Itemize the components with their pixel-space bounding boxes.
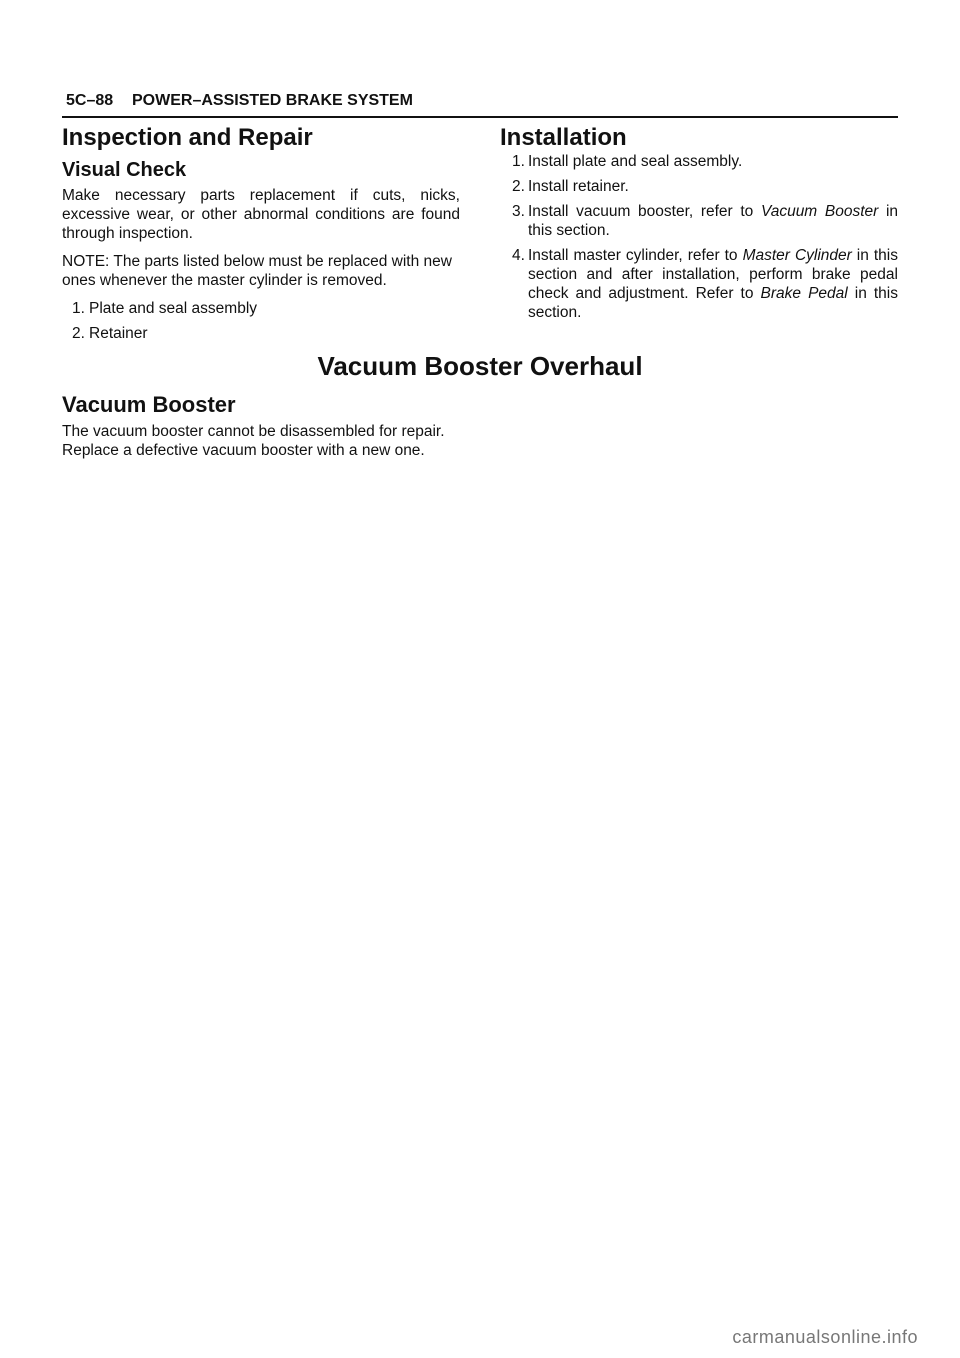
- page-header: [62, 90, 898, 118]
- page-number: 5C–88: [66, 92, 114, 109]
- installation-heading: Installation: [500, 124, 627, 151]
- step-text: Install vacuum booster, refer to: [528, 203, 761, 220]
- list-item: [500, 246, 898, 322]
- step-number: 3.: [512, 203, 525, 220]
- item-text: Plate and seal assembly: [89, 300, 258, 317]
- list-item: [500, 177, 898, 196]
- inspection-column: [62, 124, 460, 349]
- item-number: 2.: [72, 325, 85, 342]
- cross-reference-vacuum-booster: Vacuum Booster: [760, 203, 879, 220]
- vacuum-booster-heading: Vacuum Booster: [62, 392, 236, 417]
- cross-reference-master-cylinder: Master Cylinder: [742, 247, 852, 264]
- list-item: [500, 202, 898, 240]
- item-text: Retainer: [89, 325, 148, 342]
- watermark: carmanualsonline.info: [732, 1327, 918, 1347]
- visual-check-paragraph: Make necessary parts replacement if cuts, nicks, excessive wear, or other abnormal conditions are found through inspection.: [62, 187, 460, 242]
- cross-reference-brake-pedal: Brake Pedal: [760, 285, 848, 302]
- replacement-note: NOTE: The parts listed below must be replaced with new ones whenever the master cylinder is removed.: [62, 253, 452, 289]
- section-title: POWER–ASSISTED BRAKE SYSTEM: [132, 92, 413, 109]
- step-text: in this section.: [528, 285, 898, 321]
- visual-check-heading: Visual Check: [62, 159, 187, 181]
- replacement-parts-list: [62, 299, 460, 343]
- list-item: [62, 299, 460, 318]
- overhaul-title: Vacuum Booster Overhaul: [317, 351, 643, 381]
- inspection-heading: Inspection and Repair: [62, 124, 313, 151]
- item-number: 1.: [72, 300, 85, 317]
- installation-column: [500, 124, 898, 328]
- step-text: in this section.: [528, 203, 899, 239]
- step-text: Install plate and seal assembly.: [528, 153, 743, 170]
- step-text: Install master cylinder, refer to: [528, 247, 743, 264]
- step-number: 1.: [512, 153, 525, 170]
- step-number: 2.: [512, 178, 525, 195]
- list-item: [62, 324, 460, 343]
- step-number: 4.: [512, 247, 525, 264]
- installation-steps: [500, 152, 898, 322]
- step-text: in this section and after installation, perform brake pedal check and adjustment. Refer to: [528, 247, 898, 302]
- vacuum-booster-section: [62, 392, 462, 469]
- vacuum-booster-paragraph: The vacuum booster cannot be disassembled for repair. Replace a defective vacuum booster with a new one.: [62, 423, 445, 459]
- list-item: [500, 152, 898, 171]
- step-text: Install retainer.: [528, 178, 629, 195]
